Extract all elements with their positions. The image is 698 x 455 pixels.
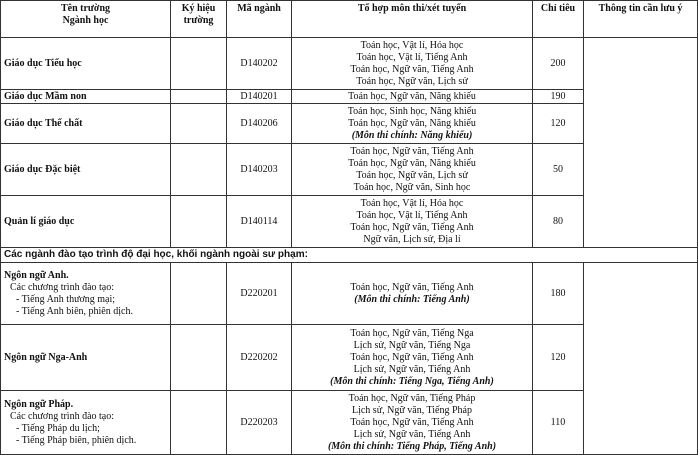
major-name: Giáo dục Thể chất [1, 104, 171, 144]
subject-combos: Toán học, Vật lí, Hóa học Toán học, Vật lí, Tiếng Anh Toán học, Ngữ văn, Tiếng Anh Ngữ văn, Lịch sử, Địa lí [292, 196, 533, 248]
major-name: Ngôn ngữ Nga-Anh [1, 325, 171, 391]
major-code: D220203 [227, 391, 292, 455]
school-symbol [171, 196, 227, 248]
program-item: - Tiếng Pháp du lịch; [16, 422, 100, 434]
quota: 190 [533, 90, 584, 104]
programs-label: Các chương trình đào tạo: [10, 410, 115, 422]
school-symbol [171, 325, 227, 391]
major-name: Ngôn ngữ Anh. [4, 269, 69, 281]
major-code: D140203 [227, 144, 292, 196]
school-symbol [171, 104, 227, 144]
header-school: Tên trường Ngành học [1, 1, 171, 38]
notes-cell [584, 38, 698, 248]
school-symbol [171, 263, 227, 325]
major-code: D140114 [227, 196, 292, 248]
table-row [1, 38, 698, 90]
quota: 180 [533, 263, 584, 325]
program-item: - Tiếng Anh biên, phiên dịch. [16, 305, 133, 317]
subject-combos: Toán học, Sinh học, Năng khiếu Toán học, Ngữ văn, Năng khiếu (Môn thi chính: Năng khiếu) [292, 104, 533, 144]
quota: 120 [533, 325, 584, 391]
major-code: D140206 [227, 104, 292, 144]
quota: 50 [533, 144, 584, 196]
school-symbol [171, 144, 227, 196]
section-title: Các ngành đào tạo trình độ đại học, khối ngành ngoài sư phạm: [1, 248, 698, 263]
major-name: Quản lí giáo dục [1, 196, 171, 248]
section-row [1, 248, 698, 263]
major-code: D140202 [227, 38, 292, 90]
subject-combos: Toán học, Vật lí, Hóa học Toán học, Vật lí, Tiếng Anh Toán học, Ngữ văn, Tiếng Anh Toán học, Ngữ văn, Lịch sử [292, 38, 533, 90]
major-code: D220202 [227, 325, 292, 391]
programs-label: Các chương trình đào tạo: [10, 281, 115, 293]
major-name: Giáo dục Tiểu học [1, 38, 171, 90]
major-name: Giáo dục Đặc biệt [1, 144, 171, 196]
major-code: D140201 [227, 90, 292, 104]
header-combo: Tổ hợp môn thi/xét tuyển [292, 1, 533, 38]
major-name-cell [1, 263, 171, 325]
major-name-cell [1, 391, 171, 455]
subject-combos: Toán học, Ngữ văn, Năng khiếu [292, 90, 533, 104]
subject-combos: Toán học, Ngữ văn, Tiếng Pháp Lịch sử, Ngữ văn, Tiếng Pháp Toán học, Ngữ văn, Tiếng Anh Lịch sử, Ngữ văn, Tiếng Anh (Môn thi chính: Tiếng Pháp, Tiếng Anh) [292, 391, 533, 455]
program-item: - Tiếng Pháp biên, phiên dịch. [16, 434, 137, 446]
header-notes: Thông tin cần lưu ý [584, 1, 698, 38]
header-code: Mã ngành [227, 1, 292, 38]
school-symbol [171, 38, 227, 90]
header-quota: Chỉ tiêu [533, 1, 584, 38]
notes-cell [584, 263, 698, 455]
subject-combos: Toán học, Ngữ văn, Tiếng Anh Toán học, Ngữ văn, Năng khiếu Toán học, Ngữ văn, Lịch sử Toán học, Ngữ văn, Sinh học [292, 144, 533, 196]
subject-combos: Toán học, Ngữ văn, Tiếng Anh (Môn thi chính: Tiếng Anh) [292, 263, 533, 325]
quota: 120 [533, 104, 584, 144]
major-code: D220201 [227, 263, 292, 325]
header-symbol: Ký hiệu trường [171, 1, 227, 38]
program-item: - Tiếng Anh thương mại; [16, 293, 116, 305]
table-row [1, 263, 698, 325]
school-symbol [171, 391, 227, 455]
quota: 80 [533, 196, 584, 248]
header-row [1, 1, 698, 38]
school-symbol [171, 90, 227, 104]
major-name: Giáo dục Mầm non [1, 90, 171, 104]
subject-combos: Toán học, Ngữ văn, Tiếng Nga Lịch sử, Ngữ văn, Tiếng Nga Toán học, Ngữ văn, Tiếng Anh Lịch sử, Ngữ văn, Tiếng Anh (Môn thi chính: Tiếng Nga, Tiếng Anh) [292, 325, 533, 391]
quota: 200 [533, 38, 584, 90]
major-name: Ngôn ngữ Pháp. [4, 398, 74, 410]
quota: 110 [533, 391, 584, 455]
